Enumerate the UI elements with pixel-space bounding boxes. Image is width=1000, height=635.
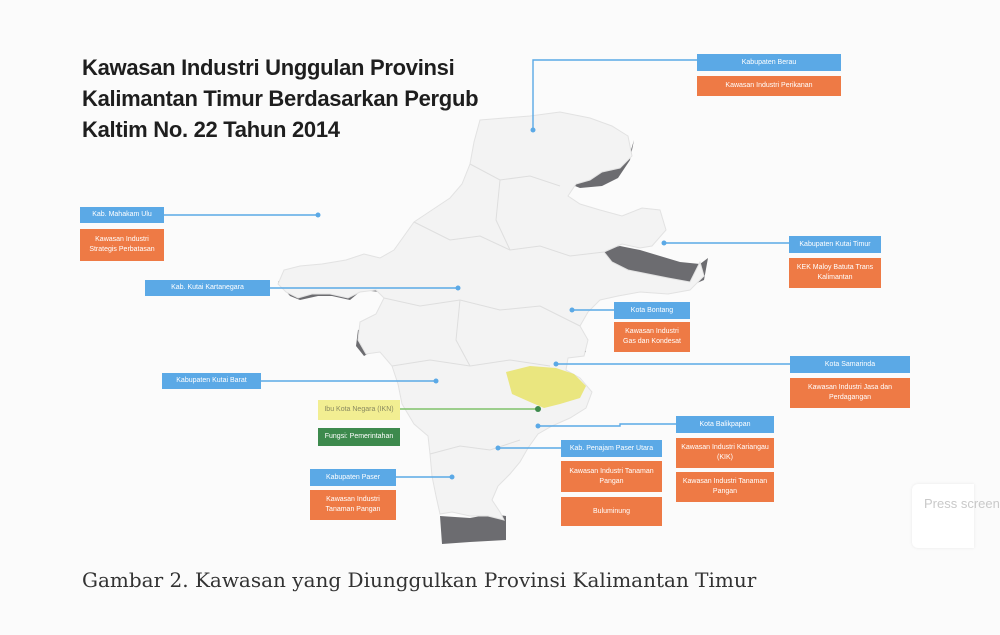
label-kab-penajam-paser-utara: Kab. Penajam Paser Utara	[561, 440, 662, 457]
label-industry-bontang: Kawasan Industri Gas dan Kondesat	[614, 322, 690, 352]
ikn-dot	[535, 406, 541, 412]
label-fungsi-pemerintahan: Fungsi: Pemerintahan	[318, 428, 400, 446]
label-kabupaten-berau: Kabupaten Berau	[697, 54, 841, 71]
page-title: Kawasan Industri Unggulan Provinsi Kalimantan Timur Berdasarkan Pergub Kaltim No. 22 Tahun 2014	[82, 55, 479, 142]
label-industry-samarinda: Kawasan Industri Jasa dan Perdagangan	[790, 378, 910, 408]
label-industry-berau: Kawasan Industri Perikanan	[697, 76, 841, 96]
label-industry-ppu-pangan: Kawasan Industri Tanaman Pangan	[561, 461, 662, 492]
label-kab-kutai-kartanegara: Kab. Kutai Kartanegara	[145, 280, 270, 296]
label-industry-balikpapan-pangan: Kawasan Industri Tanaman Pangan	[676, 472, 774, 502]
label-industry-mahakam-ulu: Kawasan Industri Strategis Perbatasan	[80, 229, 164, 261]
figure-caption: Gambar 2. Kawasan yang Diunggulkan Provinsi Kalimantan Timur	[82, 568, 757, 592]
label-kabupaten-kutai-barat: Kabupaten Kutai Barat	[162, 373, 261, 389]
label-industry-balikpapan-kik: Kawasan Industri Kariangau (KIK)	[676, 438, 774, 468]
label-industry-buluminung: Buluminung	[561, 497, 662, 526]
press-screen-hint[interactable]: Press screen	[912, 484, 974, 548]
label-kota-samarinda: Kota Samarinda	[790, 356, 910, 373]
label-kabupaten-paser: Kabupaten Paser	[310, 469, 396, 486]
label-industry-paser: Kawasan Industri Tanaman Pangan	[310, 490, 396, 520]
label-ibu-kota-negara: Ibu Kota Negara (IKN)	[318, 400, 400, 420]
label-kota-balikpapan: Kota Balikpapan	[676, 416, 774, 433]
label-industry-kutai-timur: KEK Maloy Batuta Trans Kalimantan	[789, 258, 881, 288]
label-kota-bontang: Kota Bontang	[614, 302, 690, 319]
label-kab-mahakam-ulu: Kab. Mahakam Ulu	[80, 207, 164, 223]
label-kabupaten-kutai-timur: Kabupaten Kutai Timur	[789, 236, 881, 253]
